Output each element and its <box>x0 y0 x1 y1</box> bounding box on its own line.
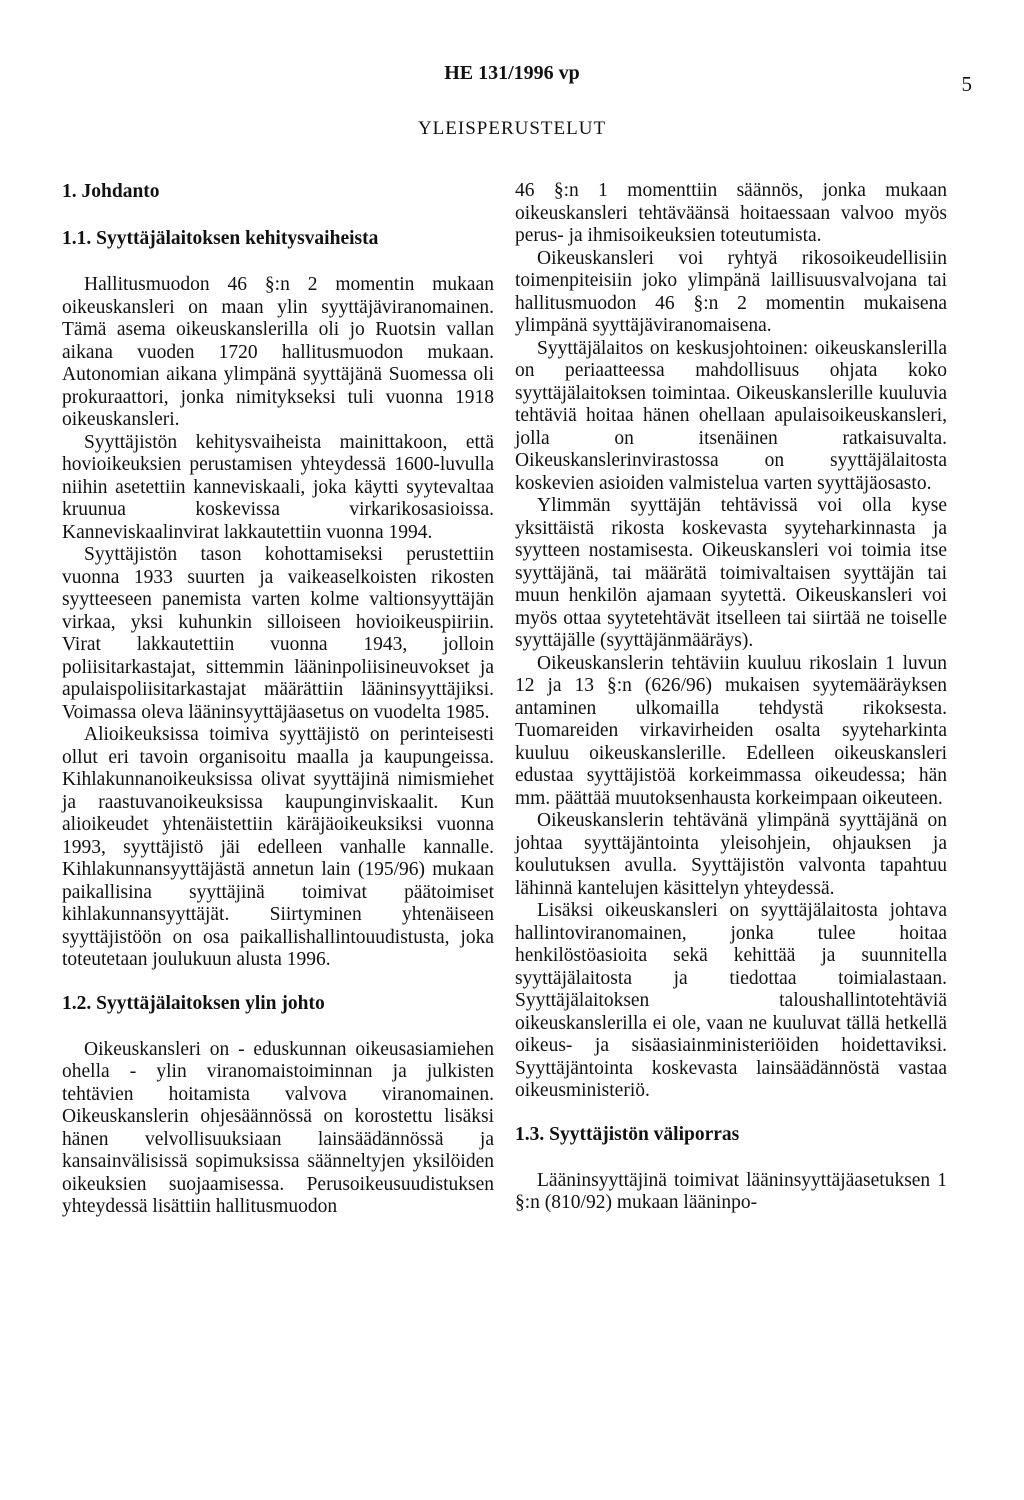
paragraph: Oikeuskansleri on - eduskunnan oikeusasiamiehen ohella - ylin viranomaistoiminnan ja julkisten tehtävien hoitamista valvova viranomainen. Oikeuskanslerin ohjesäännössä on korostettu lisäksi hänen velvollisuuksiaan lainsäädännössä ja kansainvälisissä sopimuksissa säänneltyjen yksilöiden oikeuksien suojaamisessa. Perusoikeusuudistuksen yhteydessä lisättiin hallitusmuodon <box>62 1038 494 1217</box>
paragraph: Oikeuskansleri voi ryhtyä rikosoikeudellisiin toimenpiteisiin joko ylimpänä laillisuusvalvojana tai hallitusmuodon 46 §:n 2 momentin mukaisena ylimpänä syyttäjäviranomaisena. <box>515 247 947 336</box>
paragraph: Hallitusmuodon 46 §:n 2 momentin mukaan oikeuskansleri on maan ylin syyttäjäviranomainen. Tämä asema oikeuskanslerilla oli jo Ruotsin vallan aikana vuoden 1720 hallitusmuodon mukaan. Autonomian aikana ylimpänä syyttäjänä Suomessa oli prokuraattori, jonka nimitykseksi tuli vuonna 1918 oikeuskansleri. <box>62 274 494 430</box>
paragraph: 46 §:n 1 momenttiin säännös, jonka mukaan oikeuskansleri tehtäväänsä hoitaessaan valvoo myös perus- ja ihmisoikeuksien toteutumista. <box>515 180 947 246</box>
heading-johdanto: 1. Johdanto <box>62 181 160 202</box>
paragraph: Oikeuskanslerin tehtävänä ylimpänä syyttäjänä on johtaa syyttäjäntointa yleisohjein, ohjauksen ja koulutuksen avulla. Syyttäjistön valvonta tapahtuu lähinnä kantelujen käsittelyn yhteydessä. <box>515 810 947 899</box>
paragraph: Lääninsyyttäjinä toimivat lääninsyyttäjäasetuksen 1 §:n (810/92) mukaan lääninpo- <box>515 1169 947 1213</box>
paragraph: Ylimmän syyttäjän tehtävissä voi olla kyse yksittäistä rikosta koskevasta syyteharkinnasta ja syytteen nostamisesta. Oikeuskansleri voi toimia itse syyttäjänä, tai määrätä toimivaltaisen syyttäjän tai muun henkilön ajamaan syytettä. Oikeuskansleri voi myös ottaa syytetehtävät itselleen tai siirtää ne toiselle syyttäjälle (syyttäjänmääräys). <box>515 495 947 651</box>
right-column <box>515 180 947 1215</box>
page-number: 5 <box>961 72 972 96</box>
heading-kehitysvaiheista: 1.1. Syyttäjälaitoksen kehitysvaiheista <box>62 228 379 249</box>
heading-ylin-johto: 1.2. Syyttäjälaitoksen ylin johto <box>62 992 325 1014</box>
heading-valiporras: 1.3. Syyttäjistön väliporras <box>515 1123 740 1145</box>
section-title: YLEISPERUSTELUT <box>417 118 607 139</box>
paragraph: Lisäksi oikeuskansleri on syyttäjälaitosta johtava hallintoviranomainen, jonka tulee hoitaa henkilöstöasioita sekä kehittää ja suunnitella syyttäjälaitosta ja tiedottaa toimialastaan. Syyttäjälaitoksen taloushallintotehtäviä oikeuskanslerilla ei ole, vaan ne kuuluvat tällä hetkellä oikeus- ja sisäasiainministeriöiden hoidettaviksi. Syyttäjäntointa koskevasta lainsäädännöstä vastaa oikeusministeriö. <box>515 900 947 1101</box>
paragraph: Oikeuskanslerin tehtäviin kuuluu rikoslain 1 luvun 12 ja 13 §:n (626/96) mukaisen syytemääräyksen antaminen ulkomailla tehdystä rikoksesta. Tuomareiden virkavirheiden osalta syyteharkinta kuuluu oikeuskanslerille. Edelleen oikeuskansleri edustaa syyttäjistöä korkeimmassa oikeudessa; hän mm. päättää muutoksenhausta korkeimpaan oikeuteen. <box>515 652 947 809</box>
paragraph: Syyttäjistön kehitysvaiheista mainittakoon, että hovioikeuksien perustamisen yhteydessä 1600-luvulla niihin asetettiin kanneviskaali, joka käytti syytevaltaa kruunua koskevissa virkarikosasioissa. Kanneviskaalinvirat lakkautettiin vuonna 1994. <box>62 431 494 543</box>
page-header-title: HE 131/1996 vp <box>444 62 580 84</box>
paragraph: Alioikeuksissa toimiva syyttäjistö on perinteisesti ollut eri tavoin organisoitu maalla ja kaupungeissa. Kihlakunnanoikeuksissa olivat syyttäjinä nimismiehet ja raastuvanoikeuksissa kaupunginviskaalit. Kun alioikeudet yhtenäistettiin käräjäoikeuksiksi vuonna 1993, syyttäjistö jäi edelleen vanhalle kannalle. Kihlakunnansyyttäjästä annetun lain (195/96) mukaan paikallisina syyttäjinä toimivat päätoimiset kihlakunnansyyttäjät. Siirtyminen yhtenäiseen syyttäjistöön on osa paikallishallintouudistusta, joka toteutetaan joulukuun alusta 1996. <box>62 724 494 970</box>
left-column <box>62 180 494 1219</box>
paragraph: Syyttäjistön tason kohottamiseksi perustettiin vuonna 1933 suurten ja vaikeaselkoisten rikosten syytteeseen panemista varten kolme valtionsyyttäjän virkaa, yksi kuhunkin silloiseen hovioikeuspiiriin. Virat lakkautettiin vuonna 1943, jolloin poliisitarkastajat, sittemmin lääninpoliisineuvokset ja apulaispoliisitarkastajat määrättiin lääninsyyttäjiksi. Voimassa oleva lääninsyyttäjäasetus on vuodelta 1985. <box>62 544 494 723</box>
paragraph: Syyttäjälaitos on keskusjohtoinen: oikeuskanslerilla on periaatteessa mahdollisuus ohjata koko syyttäjälaitoksen toimintaa. Oikeuskanslerille kuuluvia tehtäviä hoitaa hänen ohellaan apulaisoikeuskansleri, jolla on itsenäinen ratkaisuvalta. Oikeuskanslerinvirastossa on syyttäjälaitosta koskevien asioiden valmistelua varten syyttäjäosasto. <box>515 337 947 494</box>
